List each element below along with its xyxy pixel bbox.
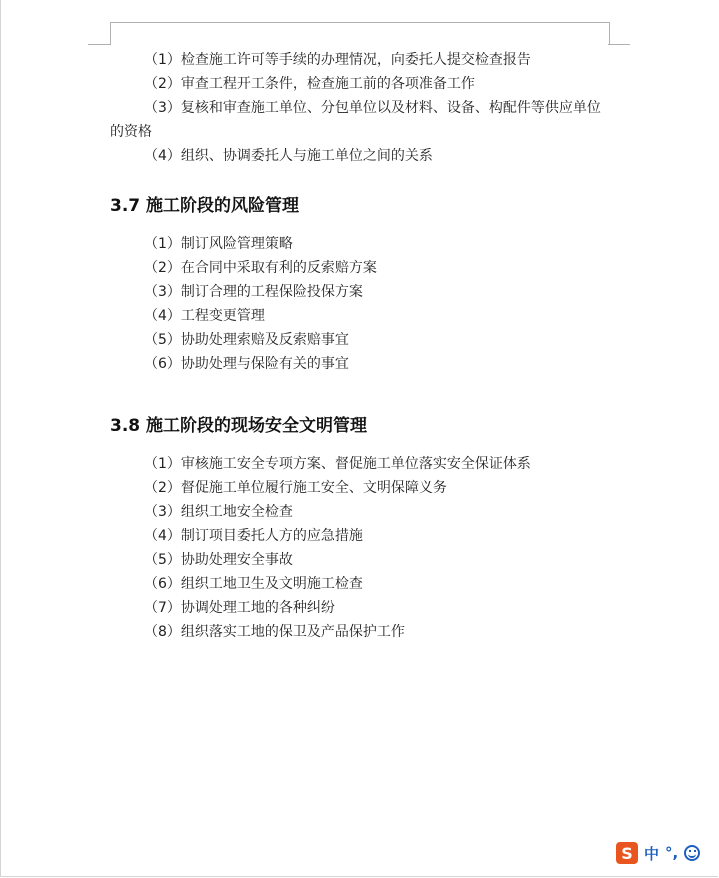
- section-heading-3-8: 3.8 施工阶段的现场安全文明管理: [110, 416, 368, 436]
- section-heading-3-7: 3.7 施工阶段的风险管理: [110, 196, 300, 216]
- list-item: （5）协助处理安全事故: [144, 552, 293, 568]
- list-item: （2）审查工程开工条件，检查施工前的各项准备工作: [144, 76, 475, 92]
- list-item: （2）督促施工单位履行施工安全、文明保障义务: [144, 480, 447, 496]
- margin-corner-right: [608, 44, 630, 45]
- list-item: （3）复核和审查施工单位、分包单位以及材料、设备、构配件等供应单位的资格: [110, 100, 601, 140]
- list-item: （4）制订项目委托人方的应急措施: [144, 528, 363, 544]
- list-item: （4）组织、协调委托人与施工单位之间的关系: [144, 148, 433, 164]
- header-margin-marker: [110, 22, 610, 45]
- list-item: （7）协调处理工地的各种纠纷: [144, 600, 335, 616]
- list-item: （1）检查施工许可等手续的办理情况，向委托人提交检查报告: [144, 52, 531, 68]
- list-item: （2）在合同中采取有利的反索赔方案: [144, 260, 377, 276]
- margin-corner-left: [88, 44, 110, 45]
- list-item: （6）协助处理与保险有关的事宜: [144, 356, 349, 372]
- list-item: （5）协助处理索赔及反索赔事宜: [144, 332, 349, 348]
- ime-punctuation-toggle[interactable]: °,: [665, 844, 679, 862]
- list-item: （1）制订风险管理策略: [144, 236, 293, 252]
- ime-mode-toggle[interactable]: 中: [644, 844, 660, 863]
- list-item: （3）组织工地安全检查: [144, 504, 293, 520]
- list-item: （8）组织落实工地的保卫及产品保护工作: [144, 624, 405, 640]
- emoji-icon[interactable]: [684, 845, 700, 861]
- list-item: （1）审核施工安全专项方案、督促施工单位落实安全保证体系: [144, 456, 531, 472]
- document-body[interactable]: [110, 48, 610, 644]
- list-item: （4）工程变更管理: [144, 308, 265, 324]
- list-item: （6）组织工地卫生及文明施工检查: [144, 576, 363, 592]
- ime-toolbar[interactable]: [616, 841, 700, 865]
- sogou-logo-icon[interactable]: S: [616, 842, 638, 864]
- list-item: （3）制订合理的工程保险投保方案: [144, 284, 363, 300]
